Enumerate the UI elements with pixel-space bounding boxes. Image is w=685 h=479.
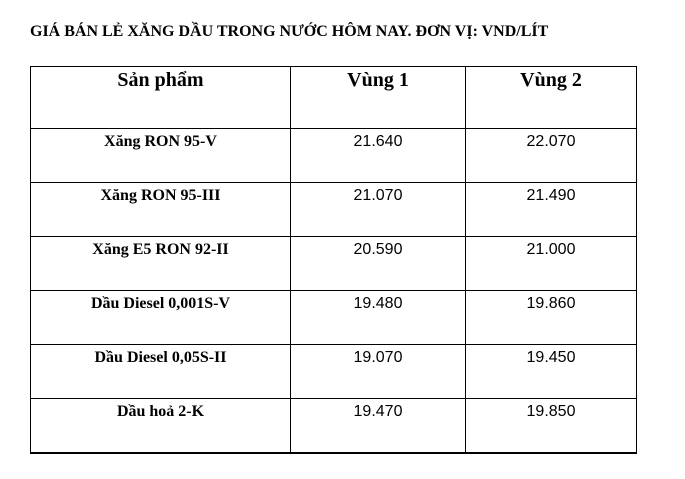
- header-product: Sản phẩm: [31, 67, 291, 129]
- zone-2-price-cell: 21.490: [466, 183, 637, 237]
- zone-2-price-cell: 22.070: [466, 129, 637, 183]
- zone-1-price-cell: 19.480: [291, 291, 466, 345]
- product-cell: Dầu Diesel 0,001S-V: [31, 291, 291, 345]
- table-row: [31, 345, 637, 399]
- zone-1-price-cell: 21.070: [291, 183, 466, 237]
- product-cell: Xăng RON 95-III: [31, 183, 291, 237]
- zone-2-price-cell: 19.850: [466, 399, 637, 453]
- zone-1-price-cell: 19.070: [291, 345, 466, 399]
- zone-2-price-cell: 21.000: [466, 237, 637, 291]
- header-zone-2: Vùng 2: [466, 67, 637, 129]
- zone-2-price-cell: 19.450: [466, 345, 637, 399]
- zone-1-price-cell: 21.640: [291, 129, 466, 183]
- table-row: [31, 183, 637, 237]
- product-cell: Xăng RON 95-V: [31, 129, 291, 183]
- zone-1-price-cell: 20.590: [291, 237, 466, 291]
- zone-2-price-cell: 19.860: [466, 291, 637, 345]
- fuel-price-table: [30, 66, 637, 454]
- product-cell: Dầu hoả 2-K: [31, 399, 291, 453]
- table-row: [31, 291, 637, 345]
- table-row: [31, 129, 637, 183]
- header-zone-1: Vùng 1: [291, 67, 466, 129]
- product-cell: Dầu Diesel 0,05S-II: [31, 345, 291, 399]
- table-header-row: [31, 67, 637, 129]
- document-title: GIÁ BÁN LẺ XĂNG DẦU TRONG NƯỚC HÔM NAY. ĐƠN VỊ: VND/LÍT: [30, 23, 549, 40]
- zone-1-price-cell: 19.470: [291, 399, 466, 453]
- product-cell: Xăng E5 RON 92-II: [31, 237, 291, 291]
- table-row: [31, 399, 637, 453]
- table-row: [31, 237, 637, 291]
